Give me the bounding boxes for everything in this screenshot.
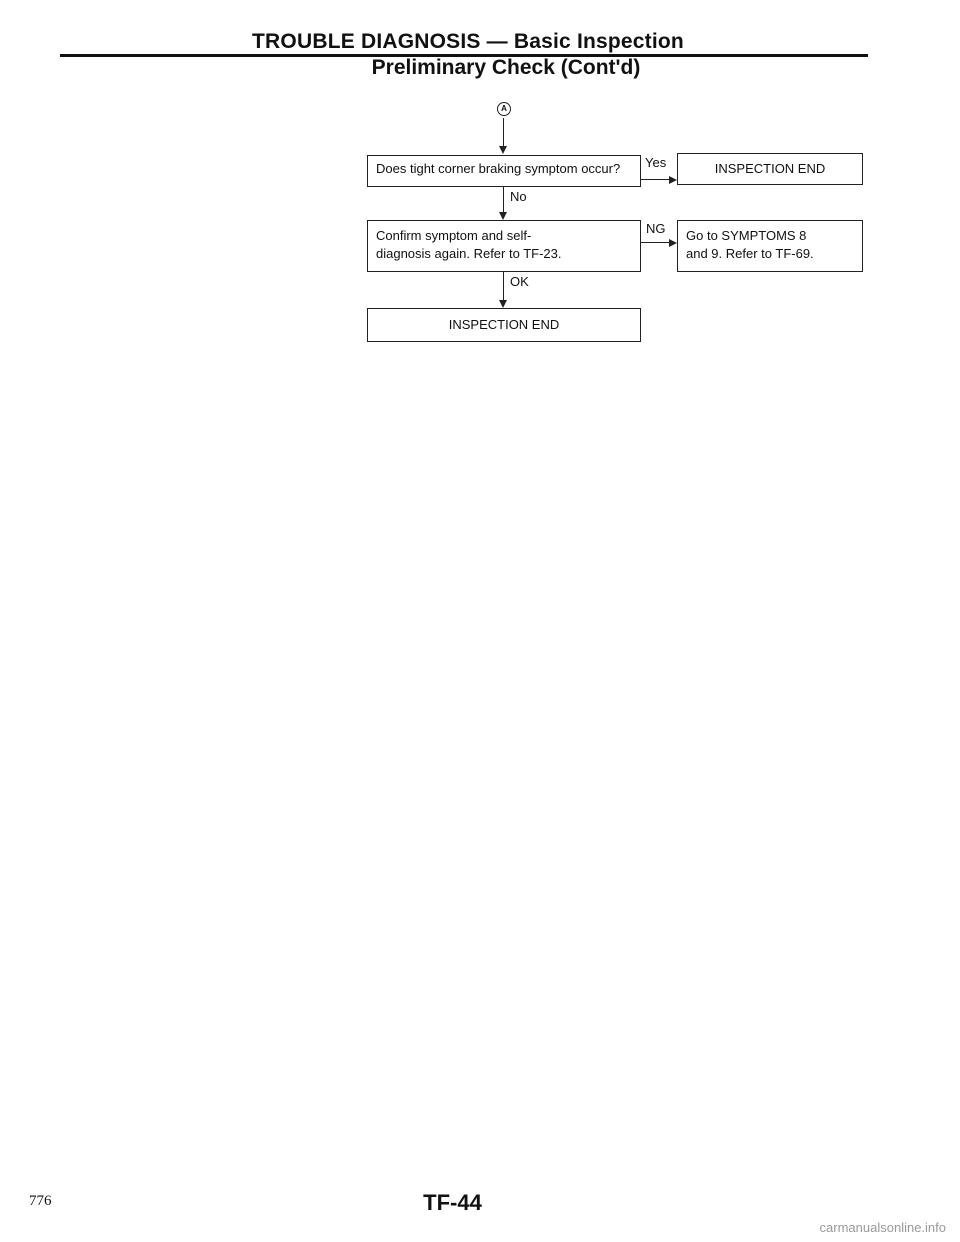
start-marker: A [497,102,511,116]
goto-symptoms-box: Go to SYMPTOMS 8 and 9. Refer to TF-69. [677,220,863,272]
arrow-down-icon [499,300,507,308]
arrow-right-icon [669,176,677,184]
page-title: TROUBLE DIAGNOSIS — Basic Inspection [252,30,684,53]
arrow-down-icon [499,212,507,220]
connector-yes [641,179,671,180]
connector-ng [641,242,671,243]
connector-no [503,187,504,215]
page-subtitle: Preliminary Check (Cont'd) [371,56,641,79]
inspection-end-box-2: INSPECTION END [367,308,641,342]
question-box-corner-braking: Does tight corner braking symptom occur? [367,155,641,187]
page-number: 776 [29,1193,52,1209]
page-code: TF-44 [423,1190,482,1215]
inspection-end-box-1: INSPECTION END [677,153,863,185]
branch-label-ok: OK [510,274,529,289]
check-box-confirm-symptom: Confirm symptom and self-diagnosis again. Refer to TF-23. [367,220,641,272]
watermark: carmanualsonline.info [819,1220,946,1235]
arrow-right-icon [669,239,677,247]
branch-label-ng: NG [646,221,666,236]
arrow-down-icon [499,146,507,154]
branch-label-yes: Yes [645,155,667,170]
branch-label-no: No [510,189,527,204]
